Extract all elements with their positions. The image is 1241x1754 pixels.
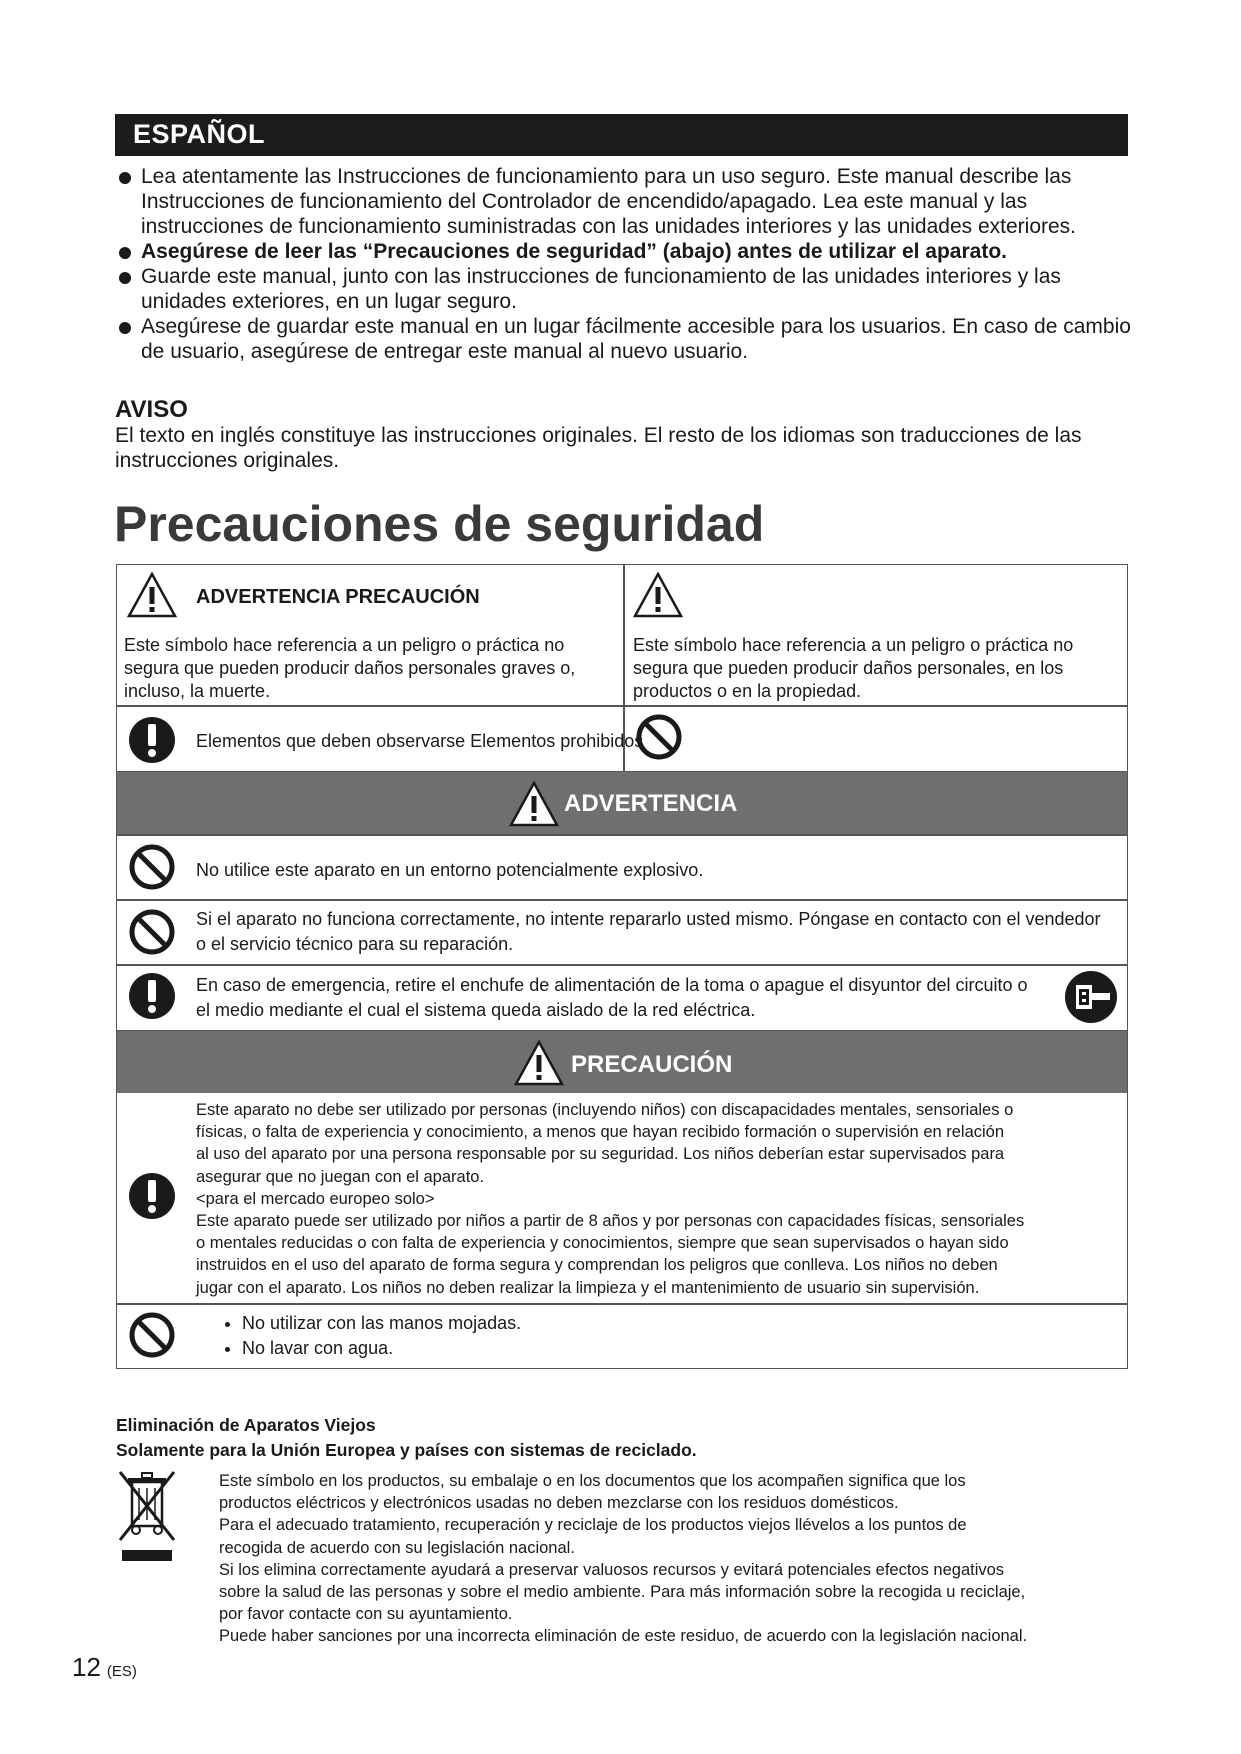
intro-bullet: Guarde este manual, junto con las instrucciones de funcionamiento de las unidades interiores y las unidades exteriores, en un lugar seguro. [115, 264, 1135, 314]
unplug-icon [1064, 970, 1118, 1024]
caution-line: instruidos en el uso del aparato de forma segura y comprendan los peligros que conlleva. Los niños no deben [196, 1256, 998, 1275]
intro-bullet: Asegúrese de leer las “Precauciones de seguridad” (abajo) antes de utilizar el aparato. [115, 239, 1135, 264]
legend-right-text: Este símbolo hace referencia a un peligro o práctica no segura que pueden producir daños personales, en los productos o en la propiedad. [633, 635, 1074, 701]
language-header-label: ESPAÑOL [133, 119, 266, 149]
disposal-heading: Eliminación de Aparatos Viejos [116, 1415, 376, 1435]
disposal-line: Para el adecuado tratamiento, recuperación y reciclaje de los productos viejos llévelos a los puntos de [219, 1516, 967, 1535]
warning-row-text: No utilice este aparato en un entorno potencialmente explosivo. [196, 860, 704, 880]
caution-header [117, 1031, 1127, 1093]
aviso-text: El texto en inglés constituye las instrucciones originales. El resto de los idiomas son traducciones de las instrucciones originales. [115, 424, 1082, 472]
caution-line: <para el mercado europeo solo> [196, 1189, 435, 1208]
caution-title: PRECAUCIÓN [571, 1051, 733, 1078]
caution-line: asegurar que no juegan con el aparato. [196, 1167, 485, 1186]
mandatory-icon [128, 972, 176, 1020]
caution-line: o mentales reducidas o con falta de experiencia y conocimientos, siempre que sean supervisados o hayan sido [196, 1234, 1009, 1253]
caution-line: al uso del aparato por una persona responsable por su seguridad. Los niños deberían estar supervisados para [196, 1145, 1005, 1164]
page-number-value: 12 [72, 1652, 101, 1682]
safety-title: Precauciones de seguridad [114, 496, 765, 552]
mandatory-icon [128, 716, 176, 764]
legend-symbols-text: Elementos que deben observarse Elementos prohibidos [196, 731, 644, 751]
disposal-subheading: Solamente para la Unión Europea y países con sistemas de reciclado. [116, 1440, 697, 1460]
warning-header [117, 772, 1127, 834]
weee-bin-icon [116, 1468, 176, 1564]
prohibited-icon [635, 713, 683, 761]
caution-list-item: • No lavar con agua. [242, 1336, 521, 1361]
caution-triangle-icon [633, 572, 683, 618]
disposal-line: sobre la salud de las personas y sobre el medio ambiente. Para más información sobre la recogida u reciclaje, [219, 1583, 1026, 1602]
prohibited-icon [128, 843, 176, 891]
mandatory-icon [128, 1172, 176, 1220]
caution-triangle-icon [513, 1039, 565, 1087]
intro-bullet-list [115, 164, 1135, 364]
caution-line: físicas, o falta de experiencia y conocimiento, a menos que hayan recibido formación o supervisión en relación [196, 1123, 1005, 1142]
prohibited-icon [128, 1311, 176, 1359]
caution-paragraph [196, 1099, 1126, 1299]
intro-bullet: Asegúrese de guardar este manual en un lugar fácilmente accesible para los usuarios. En caso de cambio de usuario, asegúrese de entregar este manual al nuevo usuario. [115, 314, 1135, 364]
caution-line: Este aparato no debe ser utilizado por personas (incluyendo niños) con discapacidades mentales, sensoriales o [196, 1101, 1014, 1119]
language-header [115, 114, 1128, 156]
disposal-line: Puede haber sanciones por una incorrecta eliminación de este residuo, de acuerdo con la legislación nacional. [219, 1627, 1028, 1646]
caution-list-item: • No utilizar con las manos mojadas. [242, 1311, 521, 1336]
page-language: (ES) [106, 1663, 137, 1680]
caution-list [196, 1311, 521, 1361]
aviso-title: AVISO [115, 396, 188, 423]
warning-row-text: Si el aparato no funciona correctamente, no intente repararlo usted mismo. Póngase en contacto con el vendedor o el servicio técnico para su reparación. [196, 909, 1101, 954]
disposal-line: por favor contacte con su ayuntamiento. [219, 1605, 513, 1624]
disposal-line: productos eléctricos y electrónicos usadas no deben mezclarse con los residuos domésticos. [219, 1494, 899, 1513]
warning-row-text: En caso de emergencia, retire el enchufe de alimentación de la toma o apague el disyuntor del circuito o el medio mediante el cual el sistema queda aislado de la red eléctrica. [196, 975, 1028, 1020]
warning-triangle-icon [508, 780, 560, 828]
prohibited-icon [128, 908, 176, 956]
warning-triangle-icon [127, 572, 177, 618]
legend-left-heading: ADVERTENCIA PRECAUCIÓN [196, 586, 480, 608]
disposal-line: Si los elimina correctamente ayudará a preservar valuosos recursos y evitará potenciales efectos negativos [219, 1560, 1005, 1579]
caution-line: Este aparato puede ser utilizado por niños a partir de 8 años y por personas con capacidades físicas, sensoriales [196, 1212, 1025, 1231]
page-number [72, 1652, 137, 1683]
disposal-line: Este símbolo en los productos, su embalaje o en los documentos que los acompañen significa que los [219, 1472, 966, 1490]
warning-title: ADVERTENCIA [564, 790, 738, 817]
intro-bullet: Lea atentamente las Instrucciones de funcionamiento para un uso seguro. Este manual describe las Instrucciones de funcionamiento del Controlador de encendido/apagado. Lea este manual y las instrucciones de funcionamiento suministradas con las unidades interiores y las unidades exteriores. [115, 164, 1135, 239]
legend-divider [116, 705, 1128, 707]
disposal-text [219, 1470, 1139, 1648]
caution-line: jugar con el aparato. Los niños no deben realizar la limpieza y el mantenimiento de usuario sin supervisión. [196, 1278, 980, 1297]
disposal-line: recogida de acuerdo con su legislación nacional. [219, 1538, 575, 1557]
legend-left-text: Este símbolo hace referencia a un peligro o práctica no segura que pueden producir daños personales graves o, incluso, la muerte. [124, 635, 576, 701]
